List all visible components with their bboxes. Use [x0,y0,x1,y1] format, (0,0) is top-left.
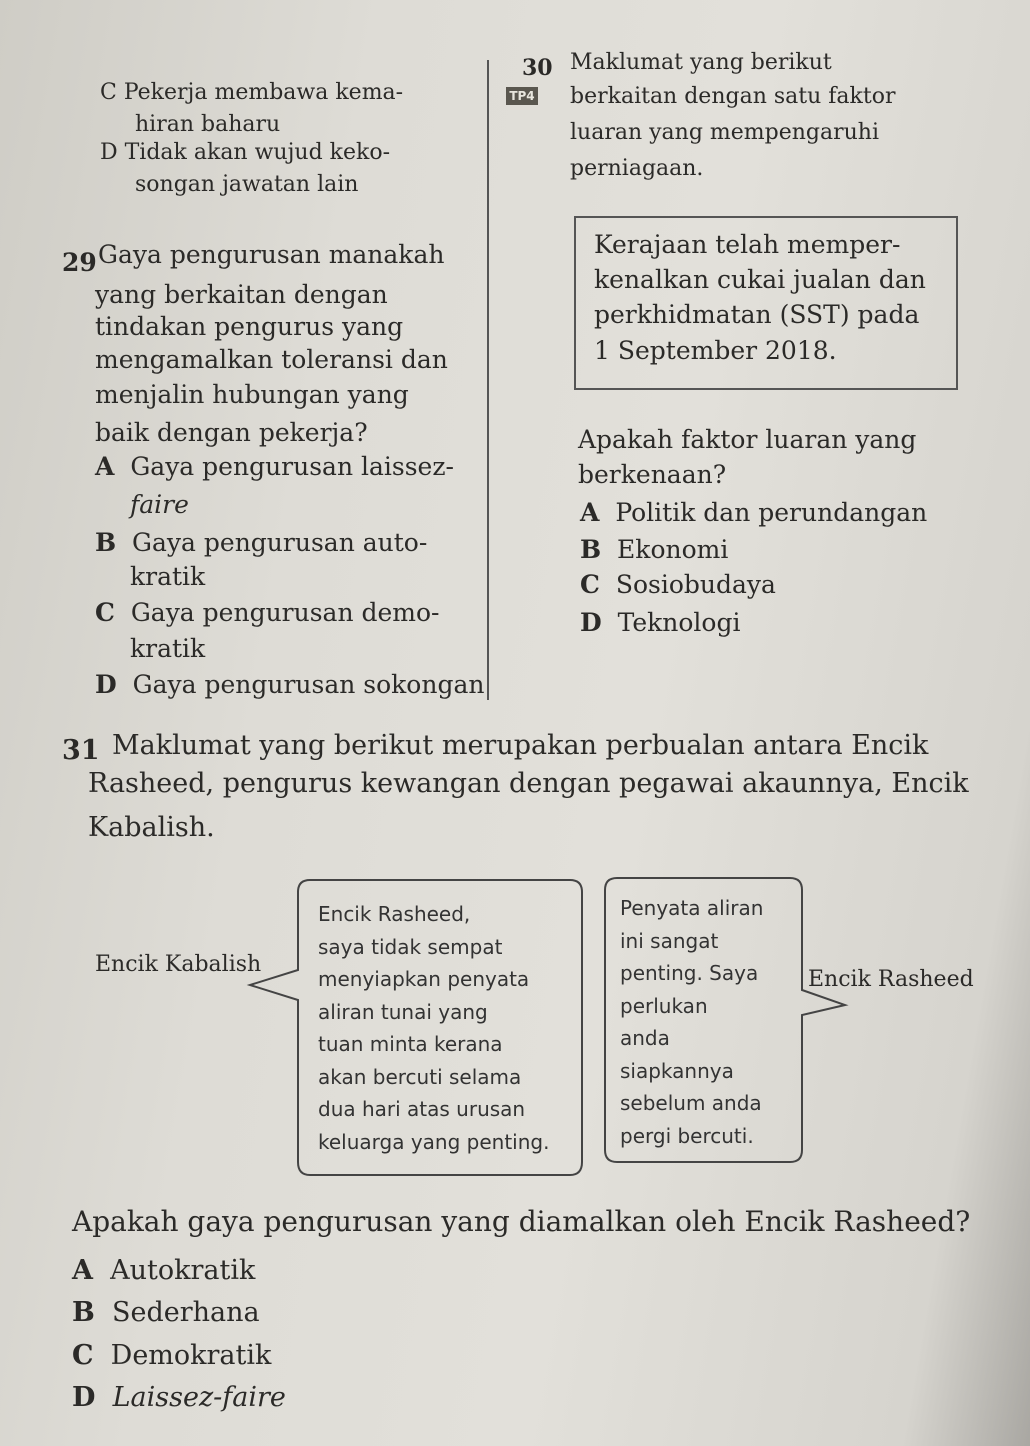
q31-option-d[interactable]: D Laissez-faire [72,1382,286,1413]
q31-number: 31 [62,735,100,766]
q29-stem: tindakan pengurus yang [95,312,404,341]
bubble-line: siapkannya [620,1058,734,1083]
right-bubble-text [620,892,763,1152]
q29-option-b[interactable]: B Gaya pengurusan auto- [95,528,428,557]
q29-stem: baik dengan pekerja? [95,418,368,447]
bubble-line: akan bercuti selama [318,1064,522,1089]
q29-stem: Gaya pengurusan manakah [98,240,445,269]
q31-stem: Rasheed, pengurus kewangan dengan pegawai akaunnya, Encik [88,768,969,799]
bubble-line: menyiapkan penyata [318,967,530,991]
q29-option-c[interactable]: C Gaya pengurusan demo- [95,598,440,627]
bubble-line: dua hari atas urusan [318,1097,526,1121]
info-box-text: perkhidmatan (SST) pada [594,300,920,329]
q30-stem: Maklumat yang berikut [570,50,832,75]
q29-option-d[interactable]: D Gaya pengurusan sokongan [95,670,485,699]
speaker-encik-rasheed: Encik Rasheed [808,967,974,992]
bubble-line: ini sangat [620,928,719,953]
q29-option-b-cont: kratik [130,562,206,591]
q29-stem: yang berkaitan dengan [95,280,388,309]
bubble-line: Penyata aliran [620,896,764,920]
q30-option-b[interactable]: B Ekonomi [580,535,729,564]
bubble-line: pergi bercuti. [620,1123,754,1148]
bubble-line: keluarga yang penting. [318,1129,550,1154]
info-box-text: kenalkan cukai jualan dan [594,265,926,294]
speaker-encik-kabalish: Encik Kabalish [95,952,262,977]
q31-stem: Maklumat yang berikut merupakan perbualan antara Encik [112,730,929,761]
q30-question: Apakah faktor luaran yang [578,425,917,454]
q30-stem: luaran yang mempengaruhi [570,120,880,145]
left-bubble-text [318,898,549,1158]
info-box-text: 1 September 2018. [594,336,837,365]
q29-option-a[interactable]: A Gaya pengurusan laissez- [95,452,454,481]
info-box-text: Kerajaan telah memper- [594,230,901,259]
bubble-line: sebelum anda [620,1091,762,1115]
q29-stem: mengamalkan toleransi dan [95,345,448,374]
q28-option-d-cont: songan jawatan lain [135,172,359,197]
q31-option-b[interactable]: B Sederhana [72,1297,260,1328]
q30-stem: berkaitan dengan satu faktor [570,84,896,109]
q29-number: 29 [62,248,97,277]
q31-question: Apakah gaya pengurusan yang diamalkan oleh Encik Rasheed? [72,1205,971,1238]
q30-stem: perniagaan. [570,156,704,181]
bubble-line: Encik Rasheed, [318,902,471,926]
q30-question: berkenaan? [578,460,727,489]
q29-option-a-cont: faire [130,490,189,519]
q31-option-a[interactable]: A Autokratik [72,1255,256,1286]
q31-option-c[interactable]: C Demokratik [72,1340,272,1371]
q28-option-c-cont: hiran baharu [135,112,281,137]
q28-option-d[interactable]: D Tidak akan wujud keko- [100,140,391,165]
bubble-line: perlukan [620,993,708,1018]
q30-option-c[interactable]: C Sosiobudaya [580,570,776,599]
bubble-line: tuan minta kerana [318,1032,503,1056]
q30-option-a[interactable]: A Politik dan perundangan [580,498,928,527]
q29-stem: menjalin hubungan yang [95,380,409,409]
q31-stem: Kabalish. [88,812,215,843]
bubble-line: penting. Saya [620,961,759,985]
bubble-line: saya tidak sempat [318,934,503,959]
bubble-line: anda [620,1026,670,1050]
bubble-line: aliran tunai yang [318,999,488,1024]
tp4-badge: TP4 [506,87,538,105]
q30-option-d[interactable]: D Teknologi [580,608,741,637]
q30-number: 30 [522,55,553,81]
q29-option-c-cont: kratik [130,634,206,663]
q28-option-c[interactable]: C Pekerja membawa kema- [100,80,404,105]
